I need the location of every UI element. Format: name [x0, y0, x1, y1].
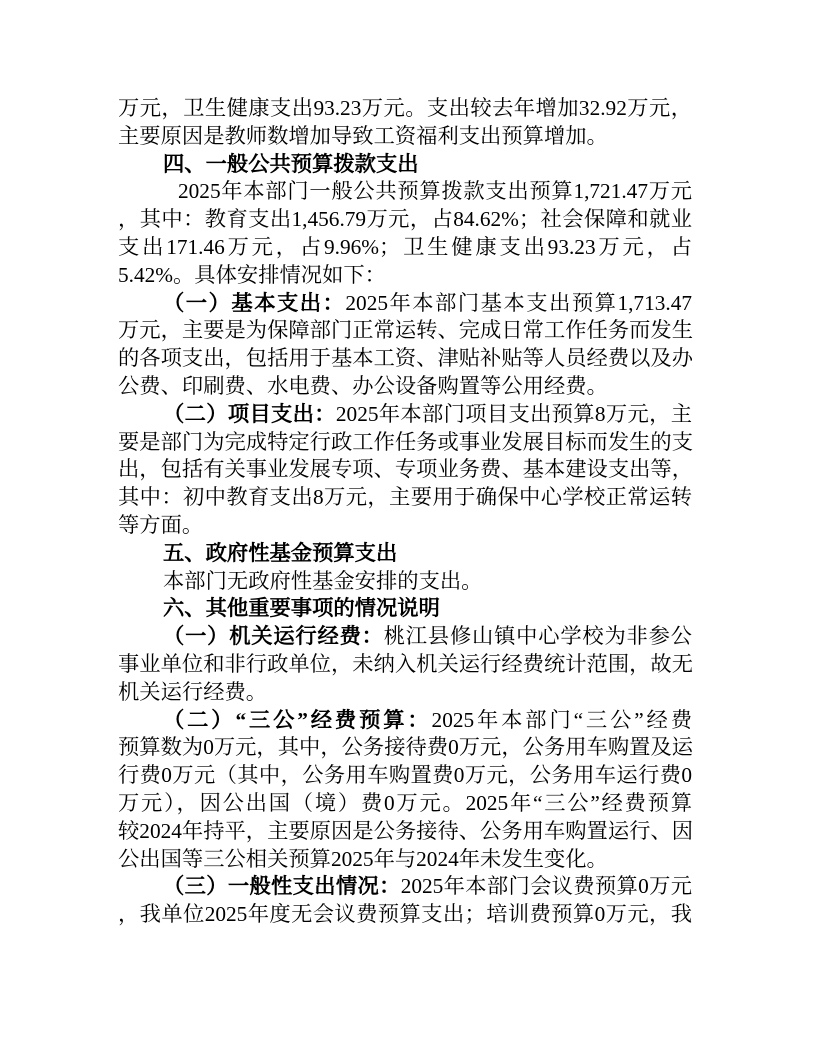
text-segment: 5.42%。具体安排情况如下： — [118, 262, 386, 287]
text-line — [118, 206, 692, 234]
text-line — [118, 234, 692, 262]
text-segment: 预算数为0万元，其中，公务接待费0万元，公务用车购置及运 — [118, 735, 694, 760]
text-line — [118, 818, 692, 846]
bold-text-segment: （二）项目支出： — [163, 401, 336, 426]
text-segment: 万元，主要是为保障部门正常运转、完成日常工作任务而发生 — [118, 318, 694, 343]
text-line — [163, 623, 692, 651]
text-line — [163, 568, 692, 596]
text-line — [118, 762, 692, 790]
text-line — [163, 540, 692, 568]
text-line — [163, 873, 692, 901]
text-segment: 等方面。 — [118, 512, 204, 537]
text-segment: 行费0万元（其中，公务用车购置费0万元，公务用车运行费0 — [118, 763, 692, 788]
text-segment: 2025年本部门一般公共预算拨款支出预算1,721.47万元 — [178, 179, 692, 204]
text-segment: ，我单位2025年度无会议费预算支出；培训费预算0万元，我 — [118, 902, 692, 927]
text-line — [163, 595, 692, 623]
text-line — [118, 317, 692, 345]
bold-text-segment: 五、政府性基金预算支出 — [163, 540, 398, 565]
bold-text-segment: （二）“三公”经费预算： — [163, 707, 432, 732]
bold-text-segment: （一）基本支出： — [163, 290, 346, 315]
text-line — [118, 123, 692, 151]
bold-text-segment: （三）一般性支出情况： — [163, 874, 401, 899]
text-segment: 桃江县修山镇中心学校为非参公 — [383, 624, 692, 649]
text-line — [118, 734, 692, 762]
text-segment: 的各项支出，包括用于基本工资、津贴补贴等人员经费以及办 — [118, 346, 694, 371]
text-line — [118, 262, 692, 290]
text-line — [118, 484, 692, 512]
text-segment: 要是部门为完成特定行政工作任务或事业发展目标而发生的支 — [118, 429, 694, 454]
text-segment: 2025年本部门“三公”经费 — [431, 707, 692, 732]
text-segment: 本部门无政府性基金安排的支出。 — [163, 568, 483, 593]
text-segment: 事业单位和非行政单位，未纳入机关运行经费统计范围，故无 — [118, 651, 694, 676]
text-segment: 主要原因是教师数增加导致工资福利支出预算增加。 — [118, 123, 608, 148]
text-segment: 出，包括有关事业发展专项、专项业务费、基本建设支出等， — [118, 457, 694, 482]
text-line — [118, 512, 692, 540]
text-segment: 较2024年持平，主要原因是公务接待、公务用车购置运行、因 — [118, 818, 694, 843]
text-segment: 万元，卫生健康支出93.23万元。支出较去年增加32.92万元， — [118, 96, 692, 120]
text-segment: 公费、印刷费、水电费、办公设备购置等公用经费。 — [118, 373, 608, 398]
text-segment: 其中：初中教育支出8万元，主要用于确保中心学校正常运转 — [118, 485, 692, 510]
text-line — [163, 401, 692, 429]
bold-text-segment: 四、一般公共预算拨款支出 — [163, 151, 419, 176]
text-segment: 万元），因公出国（境）费0万元。2025年“三公”经费预算 — [118, 790, 692, 815]
bold-text-segment: 六、其他重要事项的情况说明 — [163, 596, 440, 621]
text-line — [118, 901, 692, 929]
text-line — [178, 178, 692, 206]
text-segment: 支出171.46万元，占9.96%；卫生健康支出93.23万元，占 — [118, 234, 692, 259]
text-line — [163, 151, 692, 179]
text-line — [118, 429, 692, 457]
text-line — [163, 290, 692, 318]
text-line — [118, 456, 692, 484]
text-segment: 2025年本部门项目支出预算8万元，主 — [335, 401, 692, 426]
text-line — [118, 345, 692, 373]
text-segment: 2025年本部门基本支出预算1,713.47 — [345, 290, 692, 315]
text-segment: 公出国等三公相关预算2025年与2024年未发生变化。 — [118, 846, 608, 871]
text-segment: 2025年本部门会议费预算0万元 — [400, 874, 692, 899]
text-line — [118, 95, 692, 123]
text-segment: ，其中：教育支出1,456.79万元，占84.62%；社会保障和就业 — [118, 207, 692, 232]
document-body — [118, 95, 692, 929]
bold-text-segment: （一）机关运行经费： — [163, 624, 384, 649]
text-line — [118, 373, 692, 401]
text-line — [118, 846, 692, 874]
text-segment: 机关运行经费。 — [118, 679, 268, 704]
text-line — [118, 651, 692, 679]
text-line — [118, 679, 692, 707]
text-line — [118, 790, 692, 818]
text-line — [163, 707, 692, 735]
